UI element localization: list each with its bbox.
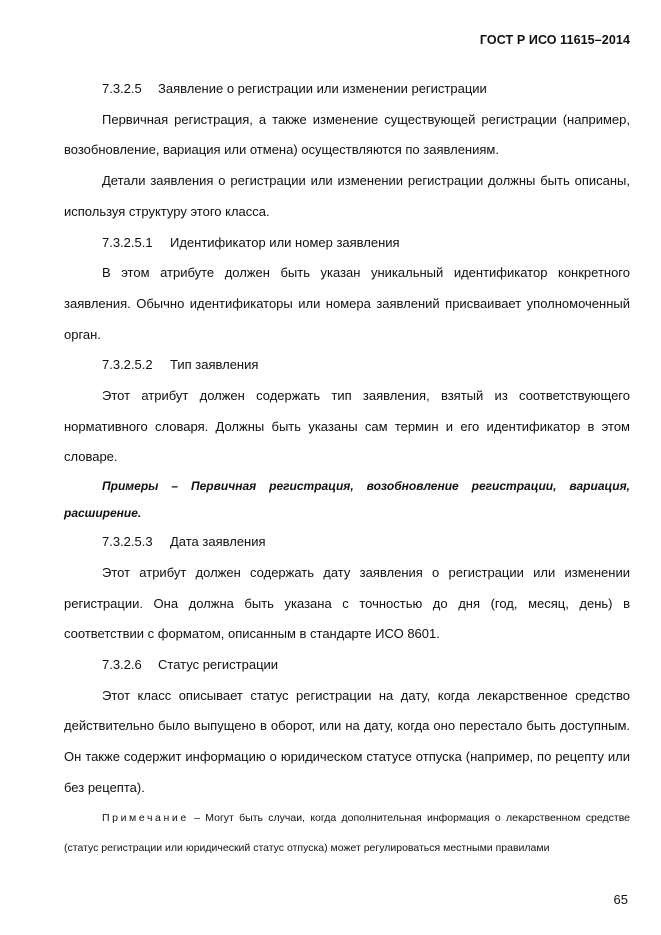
paragraph: Детали заявления о регистрации или изменении регистрации должны быть описаны, используя структуру этого класса. xyxy=(64,173,630,219)
paragraph: В этом атрибуте должен быть указан уникальный идентификатор конкретного заявления. Обычно идентификаторы или номера заявлений присваивает уполномоченный орган. xyxy=(64,265,630,342)
section-title: Тип заявления xyxy=(170,357,259,373)
section-number: 7.3.2.5 xyxy=(102,81,142,96)
section-number: 7.3.2.5.1 xyxy=(102,234,153,250)
section-number: 7.3.2.5.2 xyxy=(102,357,153,373)
section-title: Заявление о регистрации или изменении регистрации xyxy=(158,81,487,96)
section-heading-7-3-2-5-1 xyxy=(64,228,630,259)
document-body xyxy=(64,74,630,863)
paragraph: Этот класс описывает статус регистрации на дату, когда лекарственное средство действительно было выпущено в оборот, или на дату, когда оно перестало быть доступным. Он также содержит информацию о юридическом статусе отпуска (например, по рецепту или без рецепта). xyxy=(64,687,630,795)
section-title: Дата заявления xyxy=(170,534,266,550)
section-number: 7.3.2.5.3 xyxy=(102,534,153,550)
paragraph: Этот атрибут должен содержать тип заявления, взятый из соответствующего нормативного словаря. Должны быть указаны сам термин и его идентификатор в этом словаре. xyxy=(64,388,630,465)
section-heading-7-3-2-5-2 xyxy=(64,350,630,381)
section-title: Идентификатор или номер заявления xyxy=(170,234,400,250)
note xyxy=(64,803,630,863)
example-note: Примеры – Первичная регистрация, возобновление регистрации, вариация, расширение. xyxy=(64,479,630,521)
document-header: ГОСТ Р ИСО 11615–2014 xyxy=(479,33,630,47)
section-heading-7-3-2-5 xyxy=(64,74,630,105)
section-title: Статус регистрации xyxy=(158,656,279,672)
page-number: 65 xyxy=(613,892,628,907)
note-text: – Могут быть случаи, когда дополнительная информация о лекарственном средстве (статус регистрации или юридический статус отпуска) может регулироваться местными правилами xyxy=(64,812,630,855)
paragraph: Первичная регистрация, а также изменение существующей регистрации (например, возобновление, вариация или отмена) осуществляются по заявлениям. xyxy=(64,111,630,158)
section-heading-7-3-2-6 xyxy=(64,650,630,681)
paragraph: Этот атрибут должен содержать дату заявления о регистрации или изменении регистрации. Она должна быть указана с точностью до дня (год, месяц, день) в соответствии с форматом, описанным в стандарте ИСО 8601. xyxy=(64,564,630,642)
section-number: 7.3.2.6 xyxy=(102,656,142,672)
note-label: Примечание xyxy=(102,812,189,825)
section-heading-7-3-2-5-3 xyxy=(64,527,630,558)
